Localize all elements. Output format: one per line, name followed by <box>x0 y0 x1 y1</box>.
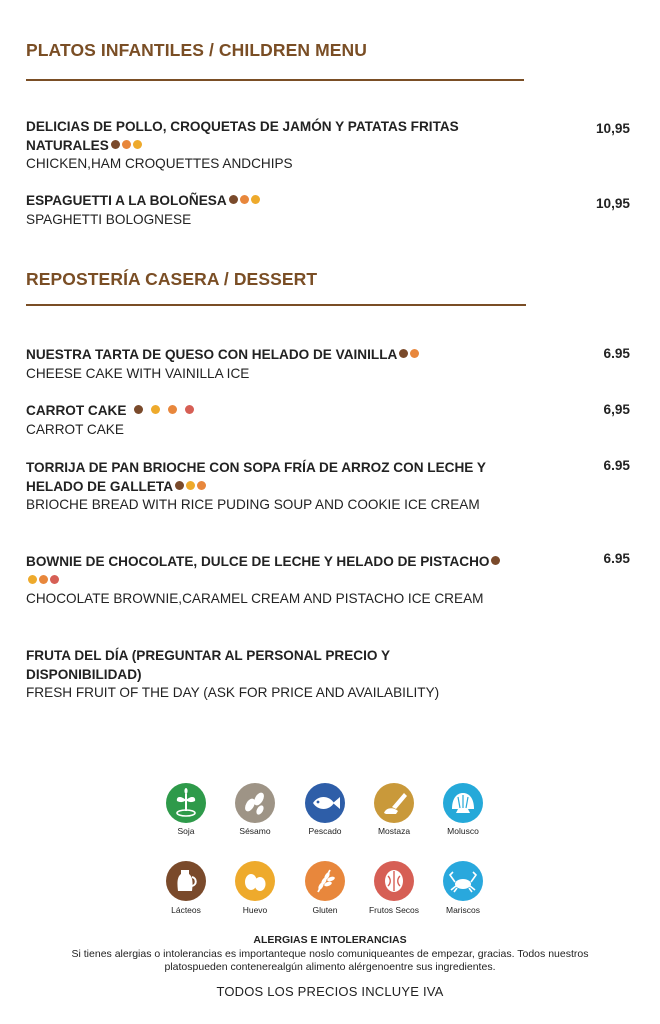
gluten-icon <box>168 405 177 414</box>
menu-item <box>26 647 506 703</box>
allergen-icons <box>227 193 260 208</box>
egg-icon <box>251 195 260 204</box>
footer-note: TODOS LOS PRECIOS INCLUYE IVA <box>216 984 444 999</box>
soy-icon <box>166 783 206 823</box>
dairy-icon <box>134 405 143 414</box>
egg-icon <box>186 481 195 490</box>
item-name: FRUTA DEL DÍA (PREGUNTAR AL PERSONAL PRECIO Y DISPONIBILIDAD) <box>26 648 390 682</box>
legend-label: Molusco <box>447 826 479 836</box>
allergy-note-title: ALERGIAS E INTOLERANCIAS <box>253 934 407 946</box>
item-price: 6.95 <box>603 551 630 566</box>
gluten-icon <box>39 575 48 584</box>
section-divider <box>26 79 524 81</box>
allergen-icons <box>109 138 142 153</box>
legend-label: Pescado <box>308 826 342 836</box>
item-description: FRESH FRUIT OF THE DAY (ASK FOR PRICE AND AVAILABILITY) <box>26 685 440 700</box>
item-name: NUESTRA TARTA DE QUESO CON HELADO DE VAINILLA <box>26 347 398 362</box>
mollusc-icon <box>443 783 483 823</box>
dairy-icon <box>399 349 408 358</box>
item-price: 10,95 <box>595 121 630 136</box>
fish-icon <box>305 783 345 823</box>
legend-label: Huevo <box>242 905 268 915</box>
egg-icon <box>151 405 160 414</box>
section-title-dessert: REPOSTERÍA CASERA / DESSERT <box>26 269 318 289</box>
allergen-icons <box>397 347 419 362</box>
item-name: CARROT CAKE <box>26 403 127 418</box>
menu-item <box>26 459 506 515</box>
menu-item <box>26 192 506 229</box>
gluten-icon <box>410 349 419 358</box>
legend-label: Mostaza <box>377 826 411 836</box>
sesame-icon <box>235 783 275 823</box>
dairy-icon <box>166 861 206 901</box>
menu-item <box>26 118 506 174</box>
nuts-icon <box>50 575 59 584</box>
nuts-icon <box>185 405 194 414</box>
item-description: BRIOCHE BREAD WITH RICE PUDING SOUP AND COOKIE ICE CREAM <box>26 497 480 512</box>
dairy-icon <box>111 140 120 149</box>
crustacean-icon <box>443 861 483 901</box>
section-divider <box>26 304 526 306</box>
legend-label: Sésamo <box>239 826 271 836</box>
item-price: 10,95 <box>595 196 630 211</box>
egg-icon <box>133 140 142 149</box>
item-name: ESPAGUETTI A LA BOLOÑESA <box>26 193 227 208</box>
item-description: CHEESE CAKE WITH VAINILLA ICE <box>26 365 250 381</box>
item-price: 6,95 <box>603 402 630 417</box>
item-name: DELICIAS DE POLLO, CROQUETAS DE JAMÓN Y PATATAS FRITAS NATURALES <box>26 119 459 153</box>
item-description: CARROT CAKE <box>26 421 124 437</box>
egg-icon <box>235 861 275 901</box>
menu-item <box>26 402 506 439</box>
item-name: TORRIJA DE PAN BRIOCHE CON SOPA FRÍA DE ARROZ CON LECHE Y HELADO DE GALLETA <box>26 460 486 494</box>
item-description: CHOCOLATE BROWNIE,CARAMEL CREAM AND PISTACHO ICE CREAM <box>26 591 484 606</box>
gluten-icon <box>305 861 345 901</box>
menu-item <box>26 346 506 383</box>
item-description: SPAGHETTI BOLOGNESE <box>26 211 192 227</box>
mustard-icon <box>374 783 414 823</box>
nuts-icon <box>374 861 414 901</box>
item-price: 6.95 <box>603 458 630 473</box>
egg-icon <box>28 575 37 584</box>
legend-label: Soja <box>177 826 195 836</box>
dairy-icon <box>175 481 184 490</box>
legend-label: Lácteos <box>171 905 201 915</box>
dairy-icon <box>491 556 500 565</box>
allergen-icons <box>173 479 206 494</box>
allergy-note-text: Si tienes alergias o intolerancias es importanteque noslo comuniqueantes de empezar, gracias. Todos nuestros platospueden contenerealgún alimento alérgenoentre sus ingredientes. <box>71 948 589 973</box>
legend-label: Mariscos <box>445 905 480 915</box>
gluten-icon <box>197 481 206 490</box>
legend-label: Frutos Secos <box>368 905 420 915</box>
legend-label: Gluten <box>312 905 338 915</box>
dairy-icon <box>229 195 238 204</box>
gluten-icon <box>240 195 249 204</box>
allergen-icons <box>126 403 194 418</box>
item-name: BOWNIE DE CHOCOLATE, DULCE DE LECHE Y HELADO DE PISTACHO <box>26 554 490 569</box>
gluten-icon <box>122 140 131 149</box>
item-price: 6.95 <box>603 346 630 361</box>
menu-item <box>26 553 506 609</box>
item-description: CHICKEN,HAM CROQUETTES ANDCHIPS <box>26 156 293 171</box>
section-title-children: PLATOS INFANTILES / CHILDREN MENU <box>26 40 367 60</box>
